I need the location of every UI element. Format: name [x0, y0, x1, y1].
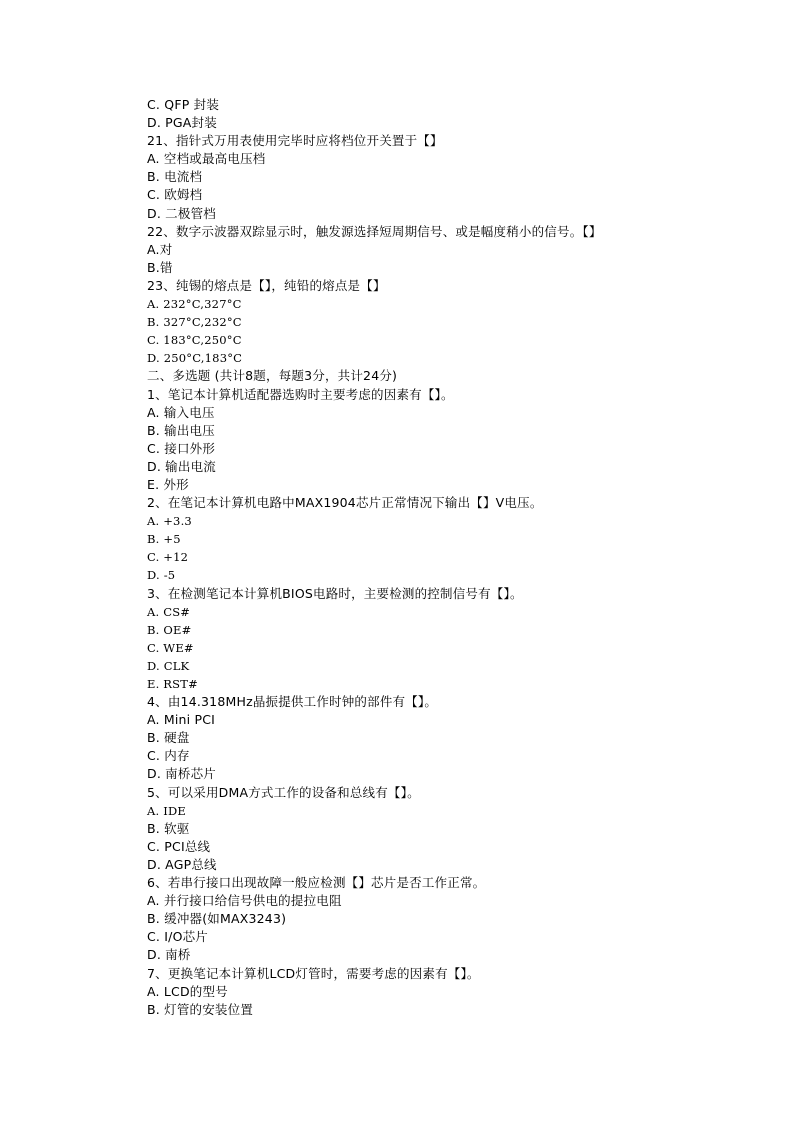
- q23-option-a: A. 232°C,327°C: [147, 297, 242, 312]
- q23-option-c: C. 183°C,250°C: [147, 333, 242, 348]
- mc1-option-b: B. 输出电压: [147, 422, 215, 438]
- mc1-option-c: C. 接口外形: [147, 440, 216, 456]
- mc3-option-b: B. OE#: [147, 622, 192, 637]
- mc5-option-d: D. AGP总线: [147, 856, 217, 872]
- mc-question-6: 6、若串行接口出现故障一般应检测【】芯片是否工作正常。: [147, 875, 486, 891]
- mc5-option-c: C. PCI总线: [147, 838, 211, 854]
- mc2-option-d: D. -5: [147, 568, 176, 583]
- mc4-option-d: D. 南桥芯片: [147, 766, 216, 782]
- option-c-qfp: C. QFP 封装: [147, 97, 220, 112]
- q22-option-a: A.对: [147, 241, 173, 257]
- mc6-option-c: C. I/O芯片: [147, 929, 209, 945]
- mc-question-4: 4、由14.318MHz晶振提供工作时钟的部件有【】。: [147, 694, 438, 710]
- q23-option-d: D. 250°C,183°C: [147, 351, 243, 366]
- q21-option-a: A. 空档或最高电压档: [147, 151, 266, 167]
- mc-question-5: 5、可以采用DMA方式工作的设备和总线有【】。: [147, 784, 420, 800]
- q21-option-b: B. 电流档: [147, 169, 203, 185]
- section-heading-multiple-choice: 二、多选题 (共计8题，每题3分，共计24分): [147, 368, 398, 384]
- option-d-pga: D. PGA封装: [147, 115, 217, 131]
- mc-question-1: 1、笔记本计算机适配器选购时主要考虑的因素有【】。: [147, 386, 454, 402]
- document-body: [147, 96, 707, 1019]
- question-22: 22、数字示波器双踪显示时，触发源选择短周期信号、或是幅度稍小的信号。【】: [147, 223, 602, 239]
- mc1-option-d: D. 输出电流: [147, 458, 216, 474]
- mc6-option-b: B. 缓冲器(如MAX3243): [147, 911, 287, 927]
- mc-question-2: 2、在笔记本计算机电路中MAX1904芯片正常情况下输出【】V电压。: [147, 495, 543, 511]
- mc4-option-c: C. 内存: [147, 748, 190, 764]
- mc1-option-e: E. 外形: [147, 476, 189, 492]
- mc1-option-a: A. 输入电压: [147, 404, 215, 420]
- mc2-option-b: B. +5: [147, 532, 181, 547]
- mc4-option-b: B. 硬盘: [147, 730, 190, 746]
- q21-option-d: D. 二极管档: [147, 205, 216, 221]
- mc3-option-e: E. RST#: [147, 677, 198, 691]
- mc-question-7: 7、更换笔记本计算机LCD灯管时，需要考虑的因素有【】。: [147, 965, 480, 981]
- mc5-option-b: B. 软驱: [147, 820, 190, 836]
- mc-question-3: 3、在检测笔记本计算机BIOS电路时，主要检测的控制信号有【】。: [147, 585, 523, 601]
- mc6-option-d: D. 南桥: [147, 947, 191, 963]
- mc7-option-a: A. LCD的型号: [147, 983, 228, 999]
- mc2-option-c: C. +12: [147, 550, 189, 565]
- question-23: 23、纯锡的熔点是【】，纯铅的熔点是【】: [147, 277, 386, 293]
- q23-option-b: B. 327°C,232°C: [147, 315, 242, 330]
- mc3-option-a: A. CS#: [147, 604, 191, 619]
- mc7-option-b: B. 灯管的安装位置: [147, 1001, 254, 1017]
- mc4-option-a: A. Mini PCI: [147, 712, 216, 728]
- q21-option-c: C. 欧姆档: [147, 187, 203, 203]
- mc2-option-a: A. +3.3: [147, 514, 192, 529]
- question-21: 21、指针式万用表使用完毕时应将档位开关置于【】: [147, 133, 443, 149]
- q22-option-b: B.错: [147, 259, 173, 275]
- mc6-option-a: A. 并行接口给信号供电的提拉电阻: [147, 893, 342, 909]
- mc3-option-d: D. CLK: [147, 658, 190, 673]
- mc5-option-a: A. IDE: [147, 803, 186, 818]
- mc3-option-c: C. WE#: [147, 640, 194, 655]
